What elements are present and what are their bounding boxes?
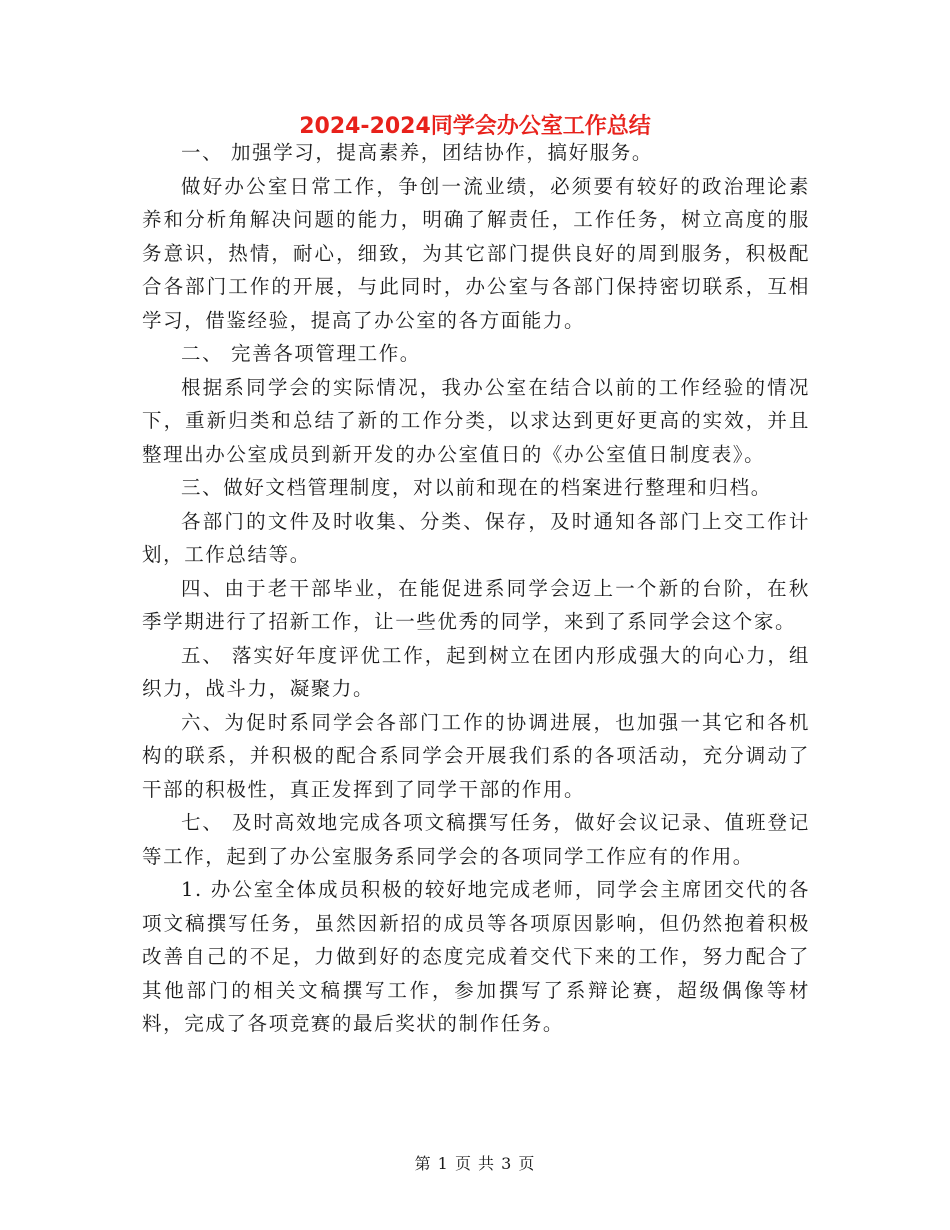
paragraph: 根据系同学会的实际情况，我办公室在结合以前的工作经验的情况下，重新归类和总结了新的工作分类，以求达到更好更高的实效，并且整理出办公室成员到新开发的办公室值日的《办公室值日制度表》。 [142, 375, 810, 466]
section-heading: 一、 加强学习，提高素养，团结协作，搞好服务。 [181, 141, 653, 164]
section-heading: 三、做好文档管理制度，对以前和现在的档案进行整理和归档。 [181, 476, 772, 499]
section-heading: 四、由于老干部毕业，在能促进系同学会迈上一个新的台阶，在秋季学期进行了招新工作，让一些优秀的同学，来到了系同学会这个家。 [142, 576, 810, 633]
paragraph: 各部门的文件及时收集、分类、保存，及时通知各部门上交工作计划，工作总结等。 [142, 509, 810, 566]
section-heading: 七、 及时高效地完成各项文稿撰写任务，做好会议记录、值班登记等工作，起到了办公室服务系同学会的各项同学工作应有的作用。 [142, 811, 810, 868]
document-title: 2024-2024同学会办公室工作总结 [299, 114, 651, 139]
section-heading: 五、 落实好年度评优工作，起到树立在团内形成强大的向心力，组织力，战斗力，凝聚力。 [142, 643, 810, 700]
section-heading: 六、为促时系同学会各部门工作的协调进展，也加强一其它和各机构的联系，并积极的配合系同学会开展我们系的各项活动，充分调动了干部的积极性，真正发挥到了同学干部的作用。 [142, 710, 810, 801]
page-number-footer: 第 1 页 共 3 页 [414, 1154, 536, 1173]
section-heading: 二、 完善各项管理工作。 [181, 342, 421, 365]
list-item: 1. 办公室全体成员积极的较好地完成老师，同学会主席团交代的各项文稿撰写任务，虽然因新招的成员等各项原因影响，但仍然抱着积极改善自己的不足，力做到好的态度完成着交代下来的工作，努力配合了其他部门的相关文稿撰写工作，参加撰写了系辩论赛，超级偶像等材料，完成了各项竞赛的最后奖状的制作任务。 [142, 878, 810, 1035]
paragraph: 做好办公室日常工作，争创一流业绩，必须要有较好的政治理论素养和分析角解决问题的能力，明确了解责任，工作任务，树立高度的服务意识，热情，耐心，细致，为其它部门提供良好的周到服务，积极配合各部门工作的开展，与此同时，办公室与各部门保持密切联系，互相学习，借鉴经验，提高了办公室的各方面能力。 [142, 174, 810, 332]
document-body [142, 136, 810, 1041]
